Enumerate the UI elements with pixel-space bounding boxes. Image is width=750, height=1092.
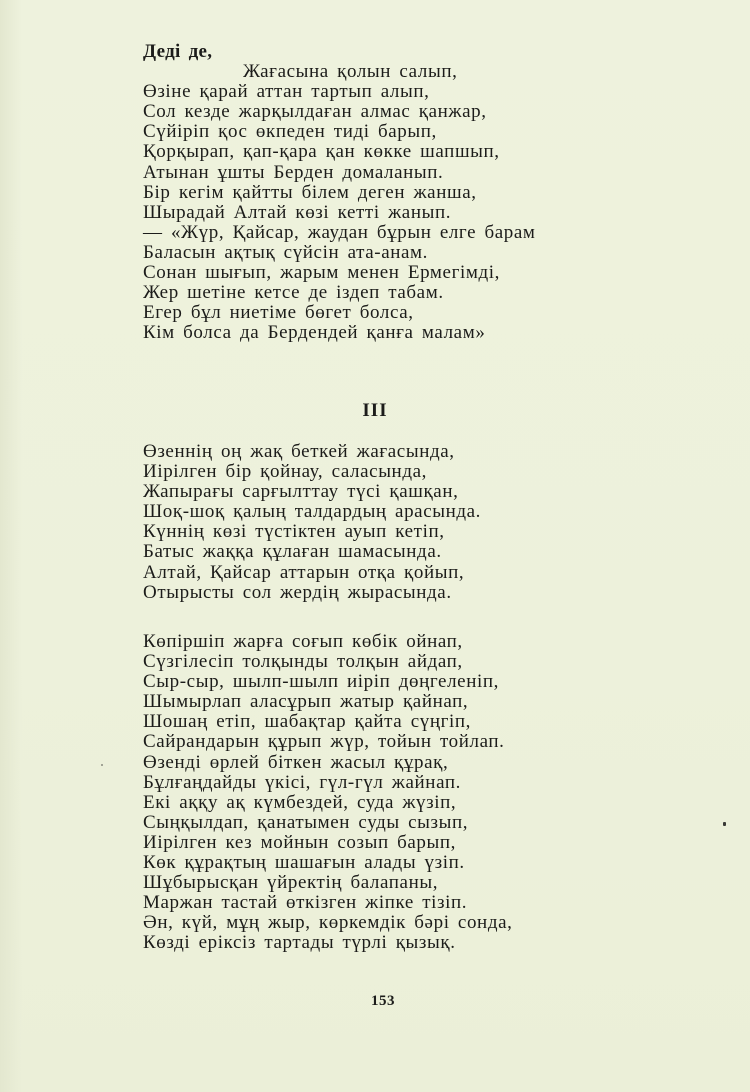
stanza-2	[143, 442, 663, 603]
poem-line: Көзді еріксіз тартады түрлі қызық.	[143, 932, 456, 954]
poem-line: Шымырлап аласұрып жатыр қайнап,	[143, 691, 469, 713]
poem-line: Иірілген кез мойнын созып барып,	[143, 831, 456, 853]
poem-line: Деді де,	[143, 41, 213, 62]
stanza-3	[143, 632, 663, 954]
poem-line: Күннің көзі түстіктен ауып кетіп,	[143, 521, 445, 543]
poem-line: Сонан шығып, жарым менен Ермегімді,	[143, 262, 500, 284]
poem-line: Сыр-сыр, шылп-шылп иіріп дөңгеленіп,	[143, 671, 499, 693]
poem-line: Өзеннің оң жақ беткей жағасында,	[143, 441, 455, 462]
poem-line: Ән, күй, мұң жыр, көркемдік бәрі сонда,	[143, 912, 513, 934]
poem-line: Сыңқылдап, қанатымен суды сызып,	[143, 811, 469, 833]
section-heading: III	[362, 400, 388, 421]
poem-line: Отырысты сол жердің жырасында.	[143, 581, 452, 603]
poem-line: Шырадай Алтай көзі кетті жанып.	[143, 201, 452, 223]
poem-line: Сүйіріп қос өкпеден тиді барып,	[143, 121, 437, 143]
poem-line: Батыс жаққа құлаған шамасында.	[143, 541, 442, 563]
poem-line: Бір кегім қайтты білем деген жанша,	[143, 181, 477, 203]
poem-line: Жер шетіне кетсе де іздеп табам.	[143, 282, 444, 304]
page-edge-shadow	[0, 0, 22, 1092]
poem-line: Иірілген бір қойнау, саласында,	[143, 461, 427, 483]
poem-line: Көк құрақтың шашағын алады үзіп.	[143, 852, 465, 874]
page-number: 153	[371, 993, 395, 1009]
poem-line: Шұбырысқан үйректің балапаны,	[143, 872, 439, 894]
poem-line: Жапырағы сарғылттау түсі қашқан,	[143, 481, 459, 503]
poem-line: Баласын ақтық сүйсін ата-анам.	[143, 241, 429, 263]
poem-line: Атынан ұшты Берден домаланып.	[143, 161, 444, 183]
print-speck	[723, 822, 726, 826]
poem-line: Көпіршіп жарға соғып көбік ойнап,	[143, 631, 463, 652]
poem-line: Өзіне қарай аттан тартып алып,	[143, 81, 430, 103]
poem-line: Сайрандарын құрып жүр, тойын тойлап.	[143, 731, 505, 753]
poem-line: Егер бұл ниетіме бөгет болса,	[143, 302, 414, 324]
poem-line: Екі аққу ақ күмбездей, суда жүзіп,	[143, 791, 457, 813]
stanza-1	[143, 42, 663, 343]
poem-line: — «Жүр, Қайсар, жаудан бұрын елге барам	[143, 221, 536, 243]
poem-line: Қорқырап, қап-қара қан көкке шапшып,	[143, 141, 500, 163]
poem-line: Өзенді өрлей біткен жасыл құрақ,	[143, 751, 449, 773]
poem-line: Кім болса да Бердендей қанға малам»	[143, 322, 486, 344]
poem-line: Сүзгілесіп толқынды толқын айдап,	[143, 651, 463, 673]
poem-line: Сол кезде жарқылдаған алмас қанжар,	[143, 101, 487, 123]
poem-line: Шоқ-шоқ қалың талдардың арасында.	[143, 501, 482, 523]
poem-line: Алтай, Қайсар аттарын отқа қойып,	[143, 561, 465, 583]
print-speck	[101, 764, 103, 766]
poem-line: Жағасына қолын салып,	[243, 61, 458, 83]
poem-line: Шошаң етіп, шабақтар қайта сүңгіп,	[143, 711, 471, 733]
poem-line: Бұлғаңдайды үкісі, гүл-гүл жайнап.	[143, 771, 461, 793]
poem-line: Маржан тастай өткізген жіпке тізіп.	[143, 892, 468, 914]
